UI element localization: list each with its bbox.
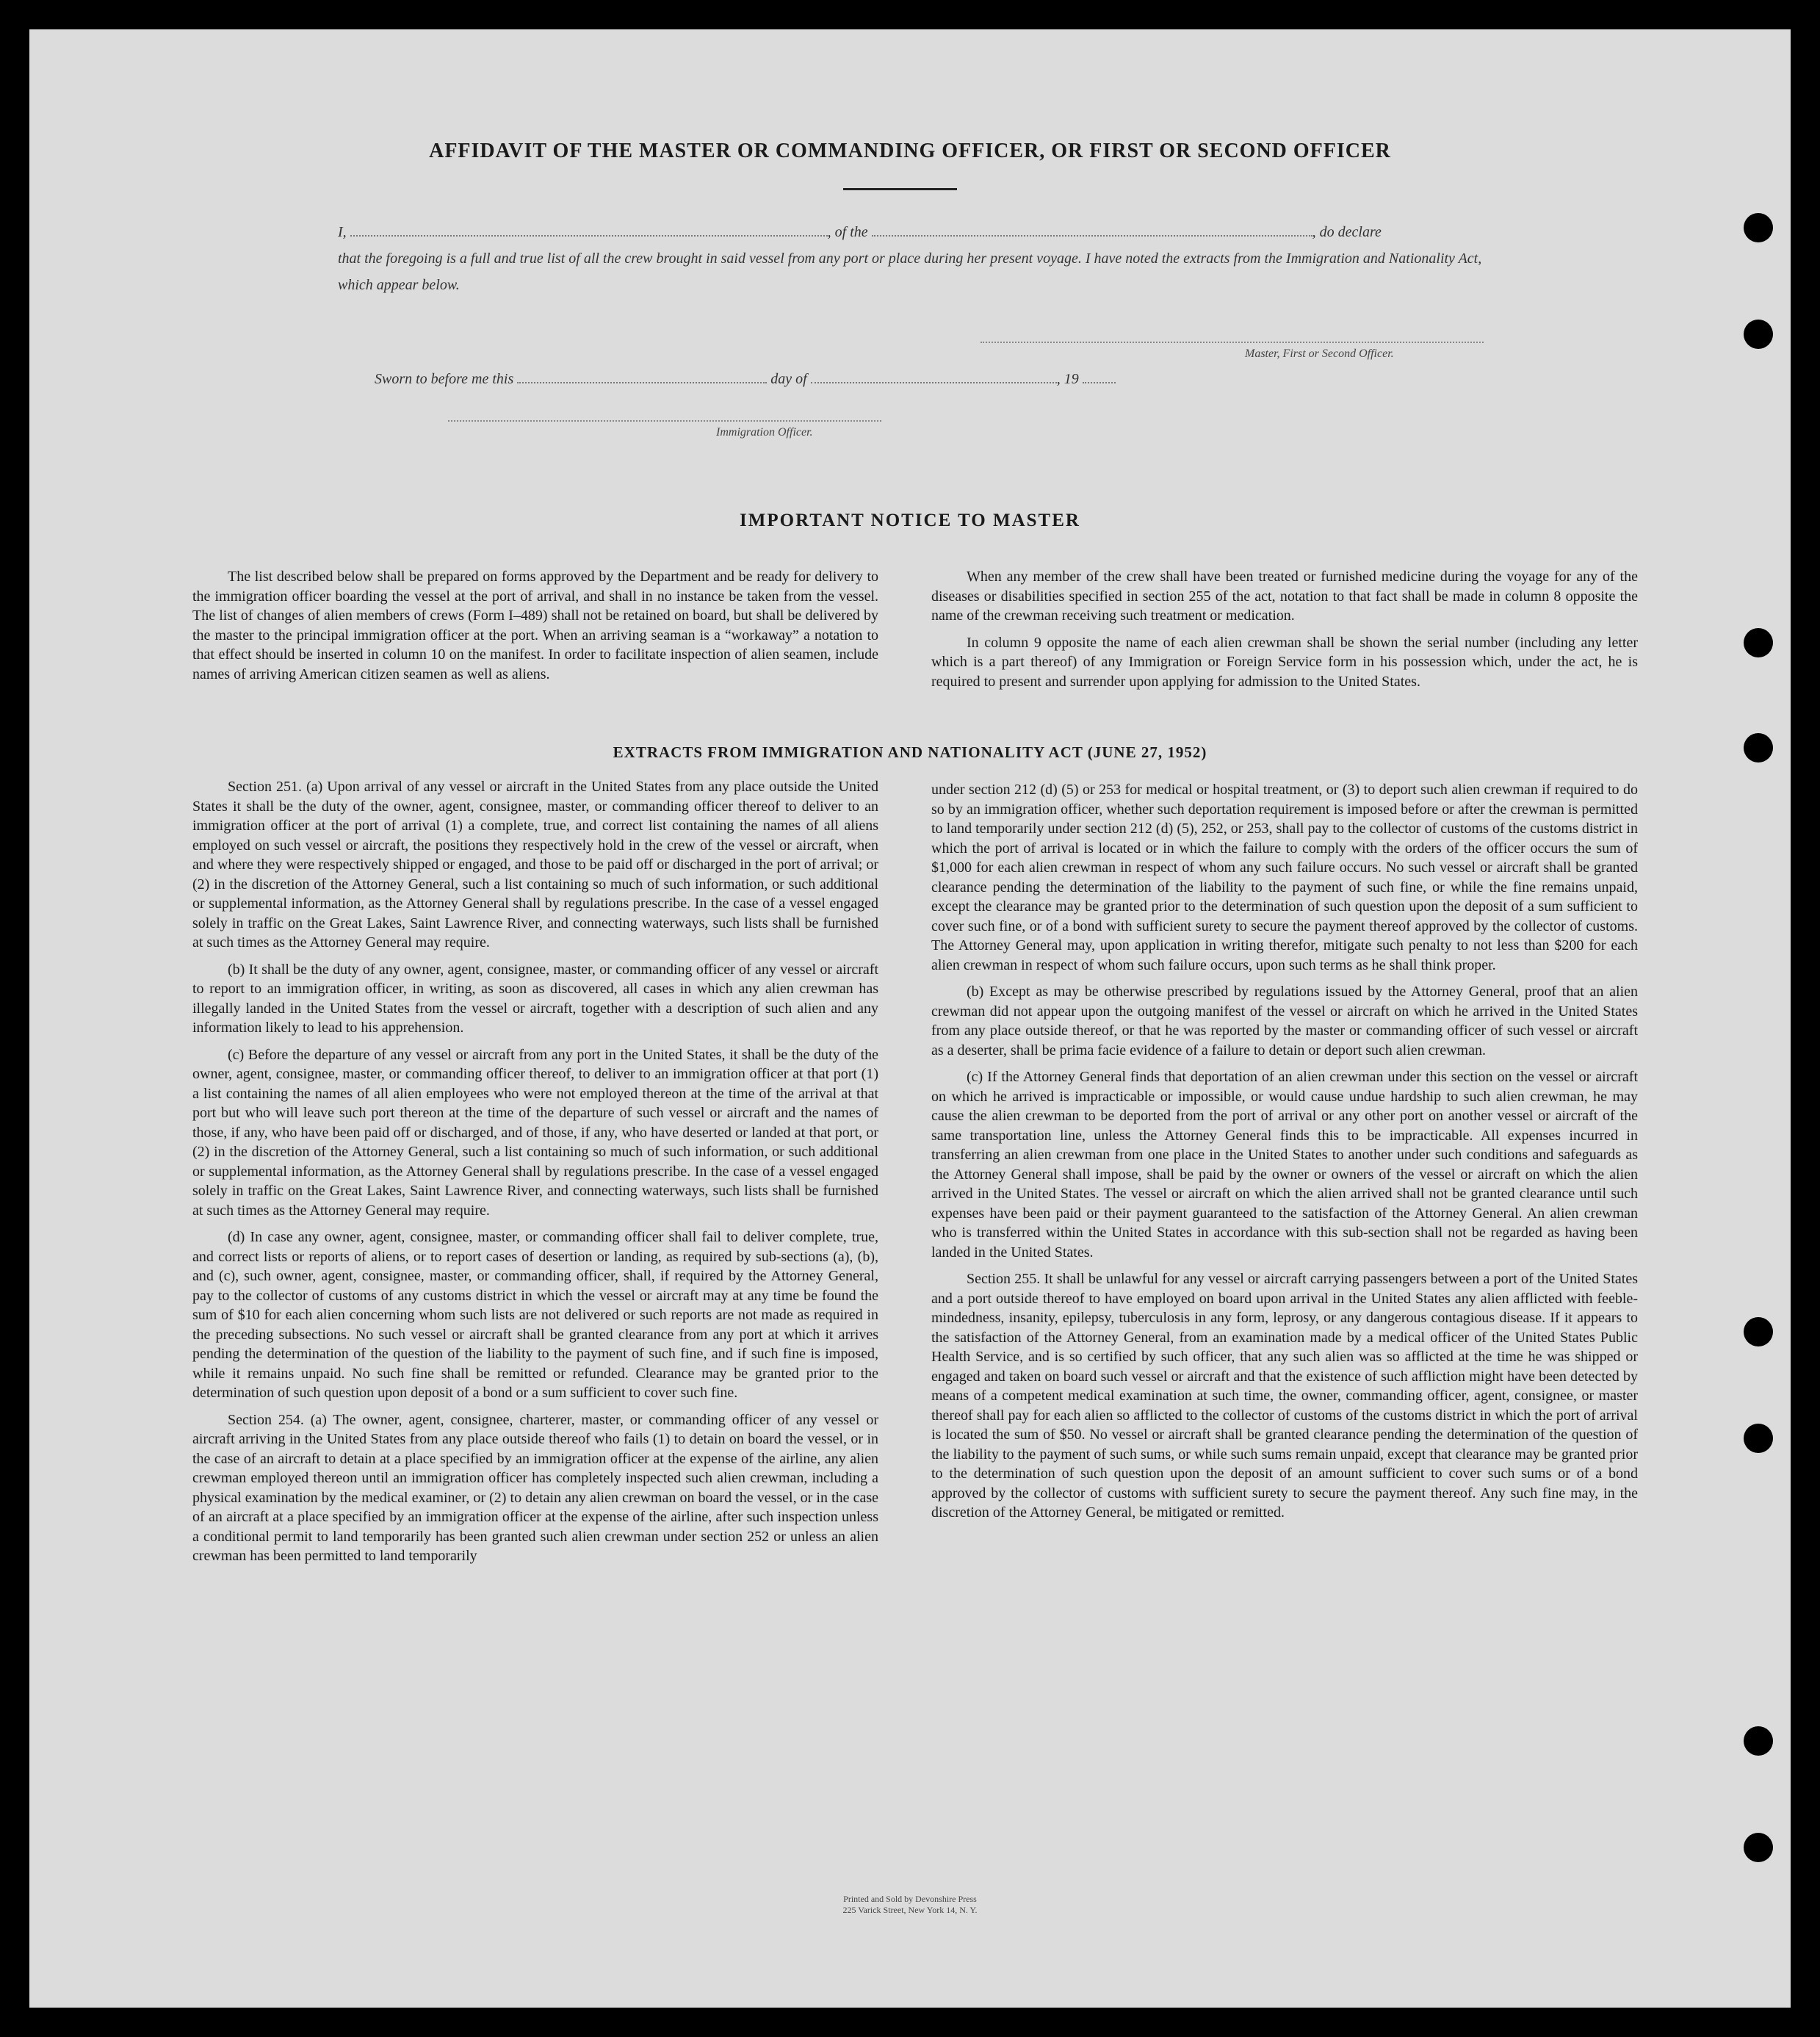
declaration-text: that the foregoing is a full and true list of all the crew brought in said vessel from any port or place during her present voyage. I have noted the extracts from the Immigration and Nationality Act, which appear below. bbox=[338, 250, 1482, 293]
punch-hole bbox=[1744, 1726, 1773, 1756]
affidavit-declaration bbox=[338, 219, 1498, 298]
punch-hole bbox=[1744, 320, 1773, 349]
section-paragraph: (c) Before the departure of any vessel or aircraft from any port in the United States, it shall be the duty of the owner, agent, consignee, master, or commanding officer thereof, to deliver to an immigration officer at that port (1) a list containing the names of all alien employees who were not employed thereon at the time of the arrival at that port but who will leave such port thereon at the time of the departure of such vessel or aircraft and the names of those, if any, who have been paid off or discharged, and of those, if any, who have deserted or landed at that port, or (2) in the discretion of the Attorney General, such a list containing so much of such information, or such additional or supplemental information, as the Attorney General shall by regulations prescribe. In the case of a vessel engaged solely in traffic on the Great Lakes, Saint Lawrence River, and connecting waterways, such lists shall be furnished at such times as the Attorney General may require. bbox=[192, 1046, 878, 1219]
section-paragraph: Section 251. (a) Upon arrival of any vessel or aircraft in the United States from any place outside the United States it shall be the duty of the owner, agent, consignee, master, or commanding officer thereof to deliver to an immigration officer at the port of arrival (1) a complete, true, and correct list containing the names of all aliens employed on such vessel or aircraft, the positions they respectively hold in the crew of the vessel or aircraft, when and where they were respectively shipped or engaged, and those to be paid off or discharged in the port of arrival; or (2) in the discretion of the Attorney General, such a list containing so much of such information, or such additional or supplemental information, as the Attorney General shall by regulations prescribe. In the case of a vessel engaged solely in traffic on the Great Lakes, Saint Lawrence River, and connecting waterways, such lists shall be furnished at such times as the Attorney General may require. bbox=[192, 779, 878, 951]
of-the-label: , of the bbox=[827, 224, 868, 240]
do-declare-label: , do declare bbox=[1312, 224, 1382, 240]
notice-right-column bbox=[931, 567, 1638, 699]
section-paragraph: (d) In case any owner, agent, consignee, master, or commanding officer shall fail to deliver complete, true, and correct lists or reports of aliens, or to report cases of desertion or landing, as required by sub-sections (a), (b), and (c), such owner, agent, consignee, master, or commanding officer, shall, if required by the Attorney General, pay to the collector of customs of any customs district in which the vessel or aircraft may at any time be found the sum of $10 for each alien concerning whom such lists are not delivered or such reports are not made as required in the preceding subsections. No such vessel or aircraft shall be granted clearance from any port at which it arrives pending the determination of the question of the liability to the payment of such fine, and if such fine is imposed, while it remains unpaid. No such fine shall be remitted or refunded. Clearance may be granted prior to the determination of such question upon deposit of a bond or a sum sufficient to cover such fine. bbox=[192, 1229, 878, 1401]
sworn-month-field[interactable] bbox=[811, 367, 1057, 383]
notice-paragraph: In column 9 opposite the name of each alien crewman shall be shown the serial number (including any letter which is a part thereof) of any Immigration or Foreign Service form in his possession which, under the act, he is required to present and surrender upon applying for admission to the United States. bbox=[931, 634, 1638, 690]
punch-hole bbox=[1744, 1833, 1773, 1862]
affidavit-title: AFFIDAVIT OF THE MASTER OR COMMANDING OFFICER, OR FIRST OR SECOND OFFICER bbox=[429, 140, 1391, 162]
section-paragraph: Section 254. (a) The owner, agent, consignee, charterer, master, or commanding officer of any vessel or aircraft arriving in the United States from any place outside thereof who fails (1) to detain on board the vessel, or in the case of an aircraft to detain at a place specified by an immigration officer at the expense of the airline, any alien crewman employed thereon until an immigration officer has completely inspected such alien crewman, including a physical examination by the medical examiner, or (2) to detain any alien crewman on board the vessel, or in the case of an aircraft at a place specified by an immigration officer at the expense of the airline, after such inspection unless a conditional permit to land temporarily has been granted such alien crewman under section 252 or unless an alien crewman has been permitted to land temporarily bbox=[192, 1411, 878, 1564]
punch-hole bbox=[1744, 213, 1773, 242]
i-label: I, bbox=[338, 224, 347, 240]
master-signature-line[interactable] bbox=[981, 342, 1484, 343]
sworn-statement bbox=[375, 367, 1116, 388]
printer-imprint bbox=[29, 1894, 1791, 1916]
extracts-right-column bbox=[931, 780, 1638, 1530]
section-paragraph: (b) Except as may be otherwise prescribed by regulations issued by the Attorney General, proof that an alien crewman did not appear upon the outgoing manifest of the vessel or aircraft on which he arrived in the United States from any place outside thereof, or that he was reported by the master or commanding officer of such vessel or aircraft as a deserter, shall be prima facie evidence of a failure to detain or deport such alien crewman. bbox=[931, 984, 1638, 1059]
notice-left-column bbox=[192, 567, 878, 691]
name-field[interactable] bbox=[350, 219, 828, 237]
officer-signature-label: Immigration Officer. bbox=[716, 426, 813, 439]
section-paragraph: (b) It shall be the duty of any owner, agent, consignee, master, or commanding officer of any vessel or aircraft to report to an immigration officer, in writing, as soon as discovered, all cases in which any alien crewman has illegally landed in the United States from the vessel or aircraft, together with a description of such alien and any information likely to lead to his apprehension. bbox=[192, 961, 878, 1036]
imprint-line-1: Printed and Sold by Devonshire Press bbox=[843, 1894, 977, 1904]
notice-paragraph: The list described below shall be prepared on forms approved by the Department and be ready for delivery to the immigration officer boarding the vessel at the port of arrival, and shall in no instance be taken from the vessel. The list of changes of alien members of crews (Form I–489) shall not be retained on board, but shall be delivered by the master to the principal immigration officer at the port. When an arriving seaman is a “workaway” a notation to that effect should be inserted in column 10 on the manifest. In order to facilitate inspection of alien seamen, include names of arriving American citizen seamen as well as aliens. bbox=[192, 569, 878, 682]
section-paragraph: (c) If the Attorney General finds that deportation of an alien crewman under this section on the vessel or aircraft on which he arrived is impracticable or impossible, or would cause undue hardship to such alien crewman, he may cause the alien crewman to be deported from the port of arrival or any other port on another vessel or aircraft of the same transportation line, unless the Attorney General finds this to be impracticable. All expenses incurred in transferring an alien crewman from one place in the United States to another under such conditions and safeguards as the Attorney General shall impose, shall be paid by the owner or owners of the vessel or aircraft on which the alien arrived in the United States. The vessel or aircraft on which the alien arrived shall not be granted clearance until such expenses have been paid or their payment guaranteed to the satisfaction of the Attorney General. An alien crewman who is transferred within the United States in accordance with this sub-section shall not be regarded as having been landed in the United States. bbox=[931, 1069, 1638, 1261]
master-signature-label: Master, First or Second Officer. bbox=[1245, 347, 1394, 360]
notice-title: IMPORTANT NOTICE TO MASTER bbox=[740, 511, 1080, 530]
notice-paragraph: When any member of the crew shall have been treated or furnished medicine during the voyage for any of the diseases or disabilities specified in section 255 of the act, notation to that fact shall be made in column 8 opposite the name of the crewman receiving such treatment or medication. bbox=[931, 569, 1638, 624]
imprint-line-2: 225 Varick Street, New York 14, N. Y. bbox=[842, 1905, 978, 1915]
punch-hole bbox=[1744, 1317, 1773, 1346]
sworn-day-field[interactable] bbox=[517, 367, 767, 383]
form-page bbox=[29, 29, 1791, 2008]
vessel-field[interactable] bbox=[872, 219, 1312, 237]
punch-hole bbox=[1744, 628, 1773, 657]
extracts-left-column bbox=[192, 777, 878, 1573]
title-underline bbox=[843, 188, 957, 190]
day-of-label: day of bbox=[770, 371, 807, 387]
extracts-title: EXTRACTS FROM IMMIGRATION AND NATIONALITY ACT (JUNE 27, 1952) bbox=[613, 743, 1207, 761]
punch-hole bbox=[1744, 1424, 1773, 1453]
section-paragraph: Section 255. It shall be unlawful for any vessel or aircraft carrying passengers between a port of the United States and a port outside thereof to have employed on board upon arrival in the United States any alien afflicted with feeble-mindedness, insanity, epilepsy, tuberculosis in any form, leprosy, or any dangerous contagious disease. If it appears to the satisfaction of the Attorney General, from an examination made by a medical officer of the United States Public Health Service, and is so certified by such officer, that any such alien was so afflicted at the time he was shipped or engaged and taken on board such vessel or aircraft and that the existence of such affliction might have been detected by means of a competent medical examination at such time, the owner, commanding officer, agent, consignee, or master thereof shall pay for each alien so afflicted to the collector of customs of the customs district in which the port of arrival is located the sum of $50. No vessel or aircraft shall be granted clearance pending the determination of the question of the liability to the payment of such sums, or while such sums remain unpaid, except that clearance may be granted prior to the determination of such question upon the deposit of an amount sufficient to cover such sums or of a bond approved by the collector of customs with sufficient surety to secure the payment thereof. Any such fine may, in the discretion of the Attorney General, be mitigated or remitted. bbox=[931, 1271, 1638, 1521]
section-paragraph: under section 212 (d) (5) or 253 for medical or hospital treatment, or (3) to deport such alien crewman if required to do so by an immigration officer, whether such deportation requirement is imposed before or after the crewman is permitted to land temporarily under section 212 (d) (5), 252, or 253, shall pay to the collector of customs of the customs district in which the port of arrival is located or in which the failure to comply with the orders of the officer occurs the sum of $1,000 for each alien crewman in respect of whom any such failure occurs. No such vessel or aircraft shall be granted clearance pending the determination of the liability to the payment of such fine, or while the fine remains unpaid, except the clearance may be granted prior to the determination of such question upon the deposit of a sum sufficient to cover such fine, or of a bond with sufficient surety to secure the payment thereof approved by the collector of customs. The Attorney General may, upon application in writing therefor, mitigate such penalty to not less than $200 for each alien crewman in respect of whom such failure occurs, upon such terms as he shall think proper. bbox=[931, 782, 1638, 973]
year-label: , 19 bbox=[1056, 371, 1079, 387]
officer-signature-line[interactable] bbox=[448, 420, 881, 422]
sworn-label: Sworn to before me this bbox=[375, 371, 514, 387]
sworn-year-field[interactable] bbox=[1083, 367, 1116, 383]
